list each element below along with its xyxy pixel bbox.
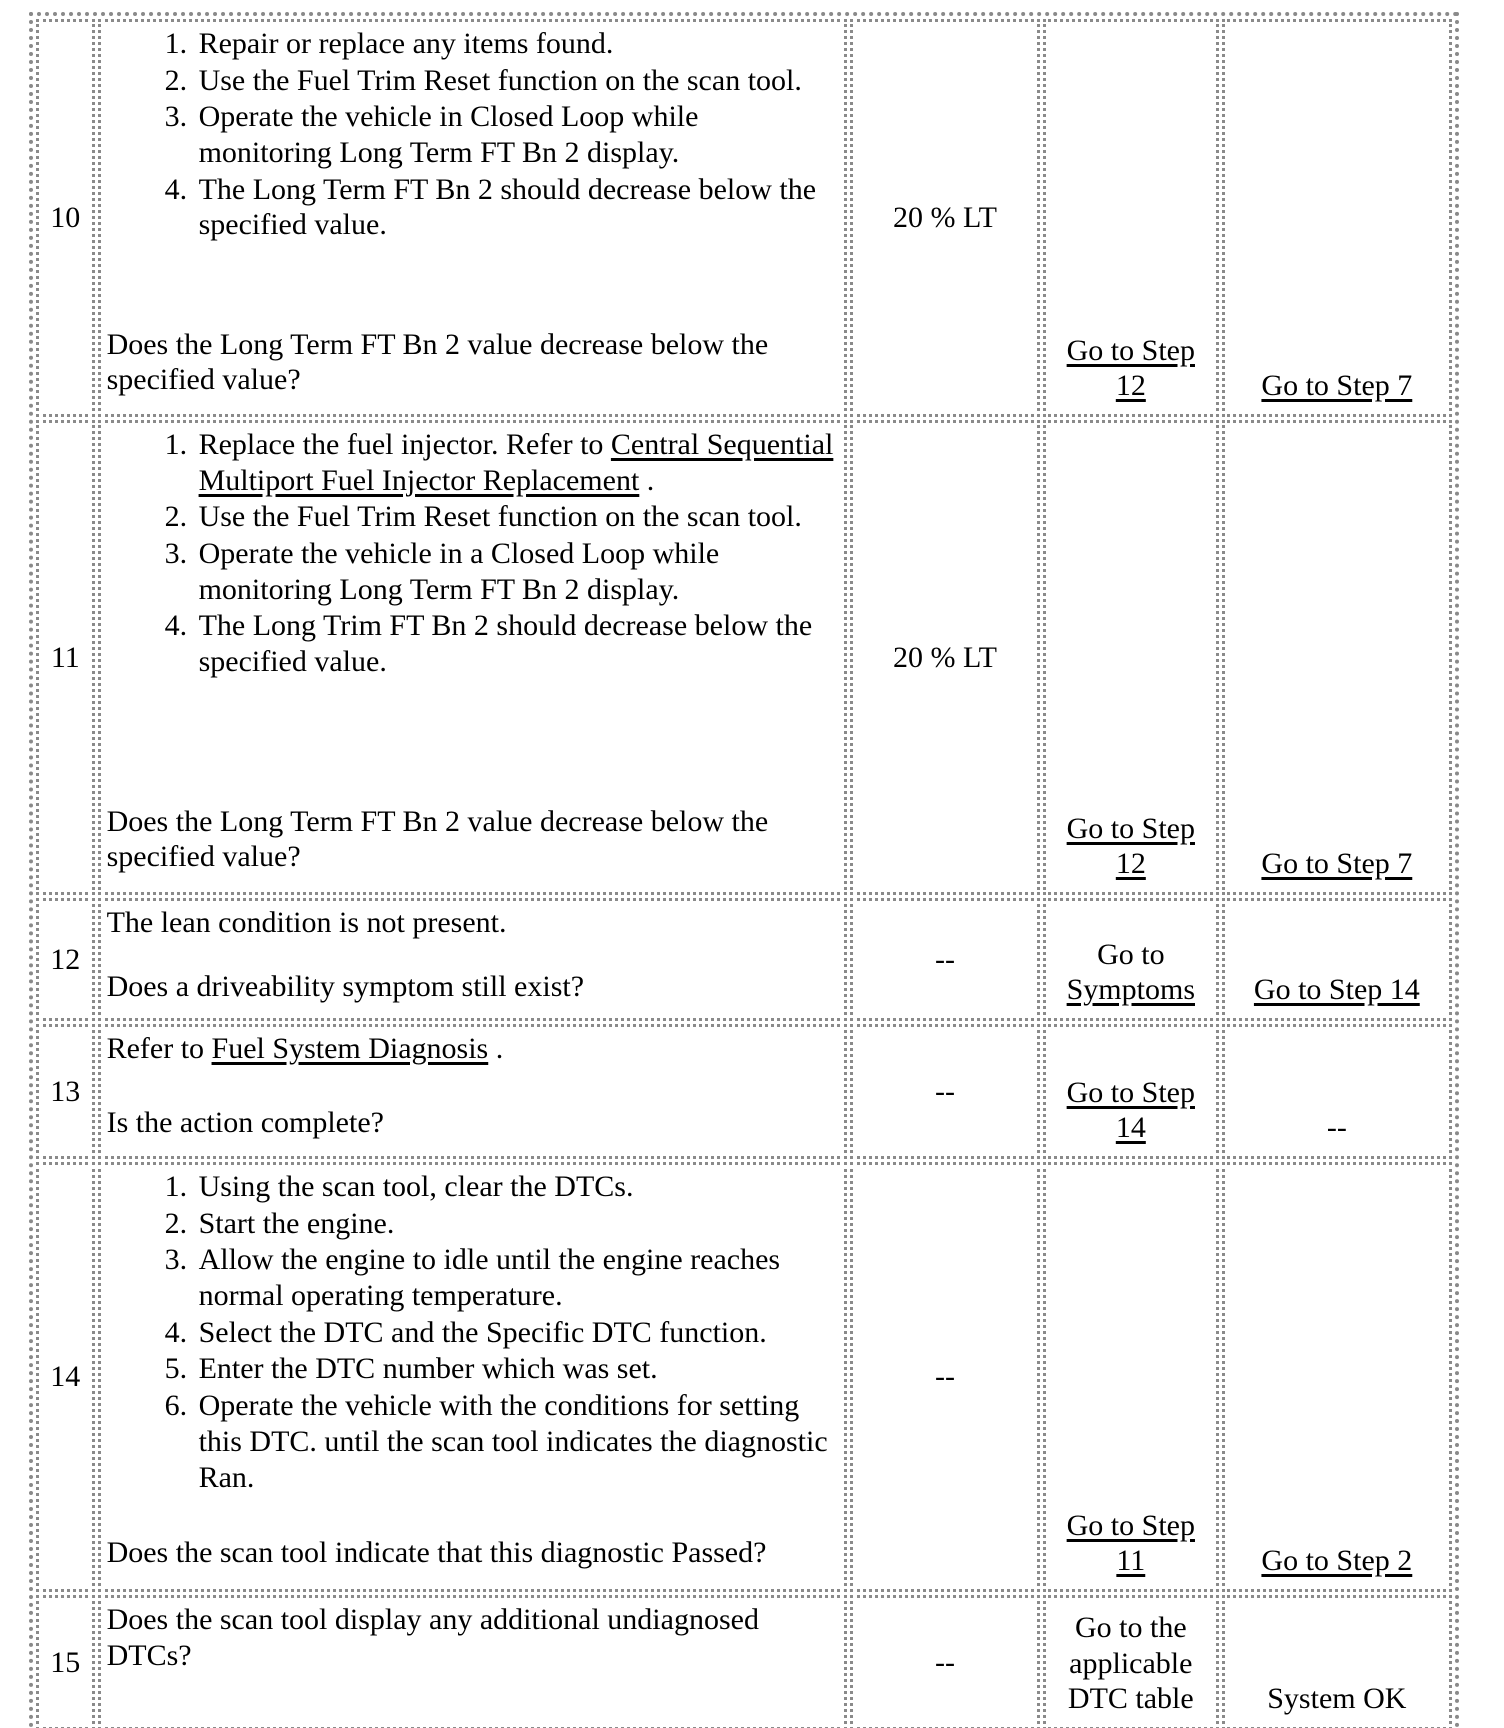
action-cell (98, 19, 847, 417)
action-cell (98, 898, 847, 1021)
action-question: Does a driveability symptom still exist? (106, 970, 585, 1004)
yes-cell (1043, 1024, 1219, 1159)
yes-cell (1043, 1595, 1219, 1728)
step-number: 11 (50, 640, 80, 674)
yes-cell (1043, 1162, 1219, 1592)
no-cell (1222, 420, 1452, 895)
action-list-item: 1. Using the scan tool, clear the DTCs. (195, 1169, 836, 1205)
action-item-text: Replace the fuel injector. Refer to (198, 428, 611, 461)
link-go-to-step-2[interactable]: Go to Step 2 (1261, 1544, 1413, 1578)
action-list (107, 26, 836, 244)
step-number: 13 (50, 1074, 81, 1108)
action-list-item: 4. The Long Term FT Bn 2 should decrease below the specified value. (195, 172, 836, 243)
link-central-sequential-multiport-fuel-injector-replacement[interactable]: Central Sequential Multiport Fuel Injector Replacement (198, 428, 834, 497)
action-question: Does the Long Term FT Bn 2 value decrease below the specified value? (106, 327, 769, 397)
table-row-step-11 (36, 420, 1452, 895)
diagnostic-table (29, 12, 1459, 1728)
table-row-step-13 (36, 1024, 1452, 1159)
step-cell (36, 19, 95, 417)
step-number: 14 (50, 1360, 81, 1394)
link-symptoms[interactable]: Symptoms (1066, 973, 1195, 1007)
yes-cell (1043, 420, 1219, 895)
action-text: Refer to (106, 1032, 212, 1065)
action-question: Does the Long Term FT Bn 2 value decrease below the specified value? (106, 804, 769, 874)
action-list (107, 1169, 836, 1496)
value-cell (850, 19, 1040, 417)
value-cell (850, 898, 1040, 1021)
action-statement: The lean condition is not present. (106, 906, 507, 939)
action-list-item: 6. Operate the vehicle with the conditions for setting this DTC. until the scan tool indicates the diagnostic Ran. (195, 1388, 836, 1495)
action-list-item (195, 427, 836, 498)
value-cell (850, 1595, 1040, 1728)
action-list-item: 4. Select the DTC and the Specific DTC function. (195, 1315, 836, 1351)
no-text: -- (1326, 1111, 1347, 1145)
action-list-item: 2. Start the engine. (195, 1206, 836, 1242)
action-statement (107, 1031, 836, 1067)
action-question: Is the action complete? (106, 1106, 384, 1140)
action-cell (98, 1024, 847, 1159)
action-cell (98, 1162, 847, 1592)
action-list-item: 3. Operate the vehicle in Closed Loop while monitoring Long Term FT Bn 2 display. (195, 99, 836, 170)
action-list-item: 1. Repair or replace any items found. (195, 26, 836, 62)
value-text: 20 % LT (893, 201, 997, 235)
action-list-item: 5. Enter the DTC number which was set. (195, 1351, 836, 1387)
value-text: 20 % LT (893, 640, 997, 674)
step-cell (36, 420, 95, 895)
no-text: System OK (1267, 1682, 1407, 1716)
no-cell (1222, 1024, 1452, 1159)
link-go-to-step-11[interactable]: Go to Step 11 (1066, 1508, 1195, 1578)
action-list-item: 2. Use the Fuel Trim Reset function on the scan tool. (195, 63, 836, 99)
value-text: -- (935, 942, 955, 976)
action-cell (98, 420, 847, 895)
link-fuel-system-diagnosis[interactable]: Fuel System Diagnosis (211, 1032, 489, 1065)
step-number: 15 (50, 1645, 81, 1679)
table-row-step-10 (36, 19, 1452, 417)
table-row-step-12 (36, 898, 1452, 1021)
value-text: -- (935, 1074, 955, 1108)
no-cell (1222, 19, 1452, 417)
no-cell (1222, 1162, 1452, 1592)
action-list-item: 3. Allow the engine to idle until the engine reaches normal operating temperature. (195, 1242, 836, 1313)
link-go-to-step-12[interactable]: Go to Step 12 (1066, 333, 1195, 403)
link-go-to-step-7[interactable]: Go to Step 7 (1261, 847, 1413, 881)
no-cell (1222, 1595, 1452, 1728)
step-cell (36, 1162, 95, 1592)
step-number: 10 (50, 201, 81, 235)
action-list (107, 427, 836, 681)
value-cell (850, 1024, 1040, 1159)
yes-cell (1043, 898, 1219, 1021)
step-cell (36, 1024, 95, 1159)
yes-cell (1043, 19, 1219, 417)
action-list-item: 2. Use the Fuel Trim Reset function on the scan tool. (195, 499, 836, 535)
table-row-step-15 (36, 1595, 1452, 1728)
no-cell (1222, 898, 1452, 1021)
table-row-step-14 (36, 1162, 1452, 1592)
value-text: -- (935, 1645, 955, 1679)
value-text: -- (935, 1360, 955, 1394)
action-question: Does the scan tool display any additional undiagnosed DTCs? (106, 1603, 759, 1672)
link-go-to-step-14[interactable]: Go to Step 14 (1253, 973, 1420, 1007)
link-go-to-step-12[interactable]: Go to Step 12 (1066, 811, 1195, 881)
action-list-item: 3. Operate the vehicle in a Closed Loop while monitoring Long Term FT Bn 2 display. (195, 536, 836, 607)
action-list-item: 4. The Long Trim FT Bn 2 should decrease below the specified value. (195, 608, 836, 679)
link-go-to-step-7[interactable]: Go to Step 7 (1261, 369, 1413, 403)
action-cell (98, 1595, 847, 1728)
step-cell (36, 1595, 95, 1728)
action-question: Does the scan tool indicate that this diagnostic Passed? (106, 1536, 767, 1570)
link-go-to-step-14[interactable]: Go to Step 14 (1066, 1075, 1195, 1145)
yes-text: Go to the applicable DTC table (1067, 1610, 1194, 1716)
step-number: 12 (50, 942, 81, 976)
action-text: . (488, 1032, 504, 1065)
value-cell (850, 1162, 1040, 1592)
value-cell (850, 420, 1040, 895)
step-cell (36, 898, 95, 1021)
yes-text: Go to (1097, 937, 1165, 971)
action-item-text: . (639, 463, 655, 497)
